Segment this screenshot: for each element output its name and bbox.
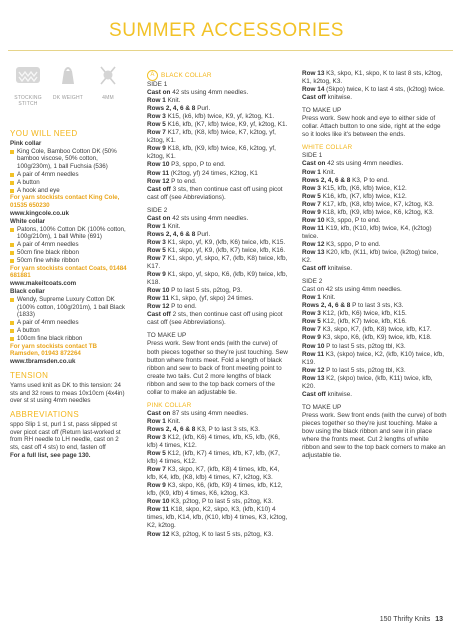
instruction-step: [302, 193, 447, 201]
instruction-step: [147, 215, 289, 223]
instruction-step: [147, 178, 289, 186]
instruction-step: [147, 418, 289, 426]
instruction-step: [147, 186, 289, 202]
list-item: Patons, 100% Cotton DK (100% cotton, 100g/210m), 1 ball White (691): [10, 226, 128, 242]
step-text: K17, kfb, (K8, kfb) twice, K7, k2tog, K3.: [320, 200, 434, 208]
side-heading: SIDE 2: [302, 278, 323, 286]
step-label: Rows 2, 4, 6 & 8: [302, 302, 351, 310]
instruction-step: [302, 318, 447, 326]
instruction-step: [302, 160, 447, 168]
list-item: A pair of 4mm needles: [10, 241, 128, 249]
black-materials-heading: Black collar: [10, 287, 45, 295]
needles-block: [90, 64, 126, 101]
instruction-step: [147, 89, 289, 97]
step-text: P3, sppo, P to end.: [169, 161, 226, 169]
step-label: Cast off: [147, 185, 171, 193]
step-text: Purl.: [195, 105, 211, 113]
instruction-step: [302, 241, 447, 249]
step-text: K3, skpo, K7, (kfb, K8) 4 times, kfb, K4, kfb, K4, kfb, (K8, kfb) 4 times, K7, k2tog, K3.: [147, 466, 280, 482]
instruction-step: [302, 367, 447, 375]
step-label: Row 13: [302, 70, 325, 77]
step-label: Rows 2, 4, 6 & 8: [302, 176, 351, 184]
step-text: P to end.: [169, 177, 197, 185]
list-item: A pair of 4mm needles: [10, 171, 128, 179]
website-link[interactable]: www.makeitcoats.com: [10, 280, 77, 288]
make-up-heading: TO MAKE UP: [147, 332, 187, 340]
step-label: Row 12: [147, 530, 170, 538]
instruction-step: [302, 86, 447, 94]
instruction-step: [147, 271, 289, 287]
instruction-step: [302, 302, 447, 310]
dk-weight-block: [50, 64, 86, 101]
instruction-step: [302, 185, 447, 193]
step-text: K2, (skpo) twice, (kfb, K11) twice, kfb, K20.: [302, 374, 433, 390]
side-heading: SIDE 1: [302, 152, 323, 160]
instruction-step: [147, 434, 289, 450]
step-text: K1, skpo, (yf, skpo) 24 times.: [169, 295, 254, 303]
step-label: Cast on: [147, 214, 171, 222]
step-text: 42 sts using 4mm needles.: [170, 89, 249, 97]
step-text: Purl.: [195, 230, 211, 238]
step-label: Row 7: [147, 254, 166, 262]
step-text: K3, sppo, P to end.: [324, 240, 381, 248]
step-text: K18, kfb, (K9, kfb) twice, K6, k2tog, K3.: [320, 208, 434, 216]
step-text: P to last 5 sts, p2tog tbl, K3.: [324, 342, 406, 350]
step-label: Row 3: [147, 433, 166, 441]
instruction-step: [302, 294, 447, 302]
step-text: K15, kfb, (K6, kfb) twice, K12.: [320, 184, 407, 192]
instruction-step: [147, 466, 289, 482]
black-collar-heading: A BLACK COLLAR: [147, 70, 289, 81]
instructions-column-1: [147, 70, 289, 539]
instruction-step: [302, 217, 447, 225]
step-text: (K2tog, yf) 24 times, K2tog, K1: [169, 169, 258, 177]
instruction-step: [147, 105, 289, 113]
step-label: Row 11: [147, 506, 170, 514]
step-label: Row 10: [147, 287, 170, 295]
full-list-note: For a full list, see page 130.: [10, 452, 91, 460]
step-label: Row 7: [302, 326, 321, 334]
step-text: 42 sts using 4mm needles.: [325, 160, 404, 168]
step-text: K16, kfb, (K7, kfb) twice, K12.: [320, 192, 407, 200]
step-label: Row 9: [302, 208, 321, 216]
header-divider: [8, 50, 453, 51]
page-footer: [380, 616, 443, 623]
instruction-step: [147, 97, 289, 105]
instruction-step: [147, 450, 289, 466]
instruction-step: [302, 225, 447, 241]
instruction-step: [302, 351, 447, 367]
step-label: Row 5: [302, 192, 321, 200]
step-text: K3, skpo, K6, (kfb, K9) twice, kfb, K18.: [320, 334, 432, 342]
instruction-step: [147, 113, 289, 121]
abbreviations-text: sppo Slip 1 st, purl 1 st, pass slipped st over picot cast off (Return last-worked st from RH needle to LH needle, cast on 2 sts, cast off 4 sts) to end, fasten off: [10, 420, 121, 452]
icon-caption: 4MM: [102, 95, 114, 101]
stockist-info: For yarn stockists contact TB Ramsden, 01943 872264: [10, 342, 97, 358]
step-text: K20, kfb, (K11, kfb) twice, (k2tog) twice, K2.: [302, 248, 439, 265]
instruction-step: [147, 161, 289, 169]
step-text: knitwise.: [325, 390, 353, 398]
step-label: Row 10: [302, 216, 325, 224]
pink-collar-heading: PINK COLLAR: [147, 401, 192, 409]
step-text: P to last 3 sts, K3.: [350, 302, 404, 310]
step-label: Cast off: [302, 94, 326, 102]
instruction-step: [147, 145, 289, 161]
step-label: Rows 2, 4, 6 & 8: [147, 425, 196, 433]
white-materials-heading: White collar: [10, 217, 46, 225]
make-up-text: Press work. Sew hook and eye to either side of collar. Attach button to one side, right at the edge so it looks like it's between the ends.: [302, 115, 441, 139]
instruction-step: [147, 223, 289, 231]
step-text: K12, (kfb, K6) twice, kfb, K15.: [320, 310, 407, 318]
step-text: K16, kfb, (K7, kfb) twice, K9, yf, k2tog, K1.: [165, 121, 288, 129]
step-label: Row 1: [147, 97, 166, 105]
instruction-step: [147, 303, 289, 311]
side-heading: SIDE 1: [147, 81, 168, 88]
step-text: P to last 5 sts, p2tog, P3.: [169, 287, 243, 295]
step-text: P to last 5 sts, p2tog tbl, K3.: [324, 366, 406, 374]
step-label: Row 7: [147, 466, 166, 474]
step-text: P to end.: [169, 303, 197, 311]
step-label: Row 3: [302, 310, 321, 318]
step-text: Knit.: [165, 222, 181, 230]
instruction-step: [147, 498, 289, 506]
instruction-step: [147, 287, 289, 295]
make-up-heading: TO MAKE UP: [302, 107, 342, 115]
instruction-step: [302, 265, 447, 273]
tension-heading: TENSION: [10, 370, 49, 380]
make-up-heading: TO MAKE UP: [302, 403, 342, 411]
stocking-stitch-block: [10, 64, 46, 107]
instruction-step: [147, 121, 289, 129]
step-text: K1, skpo, yf, K9, (kfb, K7) twice, kfb, K16.: [165, 246, 286, 254]
instruction-step: [147, 247, 289, 255]
make-up-text: Press work. Sew front ends (with the curve) of both pieces together so they're just touching. Sew button where fronts meet. Fold a length of black ribbon and sew to back of front meeting point to create two tails. Cut 2 more lengths of black ribbon and sew to the top back corners of the collar to make an adjustable tie.: [147, 340, 288, 396]
list-item: 50cm fine black ribbon: [10, 249, 128, 257]
white-collar-heading: WHITE COLLAR: [302, 144, 353, 152]
step-text: K1, skpo, yf, K9, (kfb, K6) twice, kfb, K15.: [165, 238, 286, 246]
step-label: Row 5: [147, 450, 166, 458]
step-label: Rows 2, 4, 6 & 8: [147, 230, 196, 238]
step-label: Cast off: [302, 390, 326, 398]
step-label: Row 7: [302, 200, 321, 208]
step-text: K3, P to last 3 sts, K3.: [195, 425, 260, 433]
step-text: K3, p2tog, K to last 5 sts, p2tog, K3.: [169, 530, 274, 538]
step-text: Knit.: [165, 417, 181, 425]
step-label: Row 9: [147, 271, 166, 279]
steps-list: [302, 160, 447, 273]
step-label: Row 10: [147, 498, 170, 506]
website-link[interactable]: www.kingcole.co.uk: [10, 209, 69, 217]
steps-list: [147, 89, 289, 202]
step-label: Row 12: [302, 240, 325, 248]
step-text: K17, kfb, (K8, kfb) twice, K7, k2tog, yf, k2tog, K1.: [147, 129, 276, 145]
list-item: A hook and eye: [10, 187, 128, 195]
instruction-step: [302, 391, 447, 399]
step-label: Row 10: [302, 342, 325, 350]
instruction-step: [147, 239, 289, 247]
instruction-step: [302, 209, 447, 217]
step-text: Cast on 42 sts using 4mm needles.: [302, 286, 402, 294]
step-label: Row 11: [302, 224, 325, 232]
list-item: A pair of 4mm needles: [10, 319, 128, 327]
step-label: Row 11: [302, 350, 325, 358]
step-text: K3, p2tog, P to last 5 sts, p2tog, K3.: [169, 498, 273, 506]
step-label: Row 1: [147, 222, 166, 230]
step-text: K12, (kfb, K7) twice, kfb, K16.: [320, 318, 407, 326]
instruction-step: [302, 375, 447, 391]
tension-text: Yarns used knit as DK to this tension: 24 sts and 32 rows to meas 10x10cm (4x4in) over st st using 4mm needles: [10, 381, 125, 405]
step-text: 42 sts using 4mm needles.: [170, 214, 249, 222]
step-label: Row 5: [147, 121, 166, 129]
step-text: K15, (k6, kfb) twice, K9, yf, k2tog, K1.: [165, 113, 275, 121]
step-text: 3 sts, then continue cast off using picot cast off (see Abbreviations).: [147, 185, 283, 201]
step-text: K3, skpo, K7, (kfb, K8) twice, kfb, K17.: [320, 326, 432, 334]
page-number: 13: [435, 616, 443, 623]
pink-materials-heading: Pink collar: [10, 139, 42, 147]
step-text: Knit.: [320, 168, 336, 176]
icon-caption: STOCKING STITCH: [14, 95, 42, 107]
step-label: Row 11: [147, 169, 170, 177]
instruction-step: [302, 94, 447, 102]
list-item: A button: [10, 327, 128, 335]
instruction-step: [147, 482, 289, 498]
step-text: K1, skpo, yf, skpo, K7, (kfb, K8) twice, kfb, K17.: [147, 254, 288, 271]
instruction-step: [302, 310, 447, 318]
list-item: 100cm fine black ribbon: [10, 335, 128, 343]
step-label: Row 13: [302, 374, 325, 382]
step-text: 2 sts, then continue cast off using picot cast off (see Abbreviations).: [147, 311, 283, 327]
step-label: Row 13: [302, 248, 325, 256]
instruction-step: [302, 169, 447, 177]
instruction-step: [147, 410, 289, 418]
steps-list: [147, 410, 289, 539]
step-text: K3, skpo, K6, (kfb, K9) 4 times, kfb, K12, kfb, (K9, kfb) 4 times, K6, k2tog, K3.: [147, 482, 283, 498]
list-item: King Cole, Bamboo Cotton DK (50% bamboo viscose, 50% cotton, 100g/230m), 1 ball Fuchsia (536): [10, 148, 128, 171]
step-label: Row 14: [302, 86, 325, 94]
instruction-step: [147, 295, 289, 303]
instruction-step: [147, 426, 289, 434]
list-item: A button: [10, 179, 128, 187]
page-title: SUMMER ACCESSORIES: [109, 20, 344, 41]
step-text: Knit.: [165, 97, 181, 105]
steps-list: [302, 286, 447, 399]
step-label: Row 9: [147, 482, 166, 490]
section-marker-icon: A: [147, 70, 158, 81]
stockist-info: For yarn stockists contact King Cole, 01535 650230: [10, 194, 120, 210]
step-label: Row 12: [147, 303, 170, 311]
make-up-text: Press work. Sew front ends (with the curve) of both pieces together so they're just touching. Make a bow using the black ribbon and sew it in place where the fronts meet. Cut 2 lengths of white ribbon and sew to the top back corners to make an adjustable tie.: [302, 411, 447, 460]
step-label: Cast on: [147, 89, 171, 97]
info-icons: [10, 64, 130, 124]
step-text: K18, skpo, K2, skpo, K3, (kfb, K10) 4 times, kfb, K14, kfb, (K10, kfb) 4 times, K3, k2tog, K2, k2tog.: [147, 506, 288, 530]
icon-caption: DK WEIGHT: [52, 95, 84, 101]
magazine-name: 150 Thrifty Knits: [379, 616, 431, 623]
instruction-step: [147, 255, 289, 271]
list-item: Wendy, Supreme Luxury Cotton DK (100% cotton, 100g/201m), 1 ball Black (1833): [10, 296, 128, 319]
instruction-step: [302, 343, 447, 351]
step-label: Cast on: [147, 409, 171, 417]
step-label: Row 5: [302, 318, 321, 326]
website-link[interactable]: www.tbramsden.co.uk: [10, 358, 76, 366]
step-label: Row 1: [302, 168, 321, 176]
steps-list: [147, 215, 289, 328]
step-text: K3, skpo, K1, skpo, K to last 8 sts, k2tog, K1, k2tog, K3.: [302, 70, 443, 86]
you-will-need-heading: YOU WILL NEED: [10, 129, 78, 138]
instruction-step: [302, 286, 447, 294]
step-label: Row 5: [147, 246, 166, 254]
step-text: Knit.: [320, 294, 336, 302]
instruction-step: [147, 231, 289, 239]
step-label: Cast off: [302, 265, 326, 273]
instruction-step: [302, 326, 447, 334]
side-heading: SIDE 2: [147, 206, 168, 214]
step-text: K1, skpo, yf, skpo, K6, (kfb, K9) twice, kfb, K18.: [147, 271, 288, 287]
step-label: Row 11: [147, 295, 170, 303]
step-text: 87 sts using 4mm needles.: [170, 409, 249, 417]
step-label: Row 9: [147, 145, 166, 153]
step-label: Row 12: [302, 366, 325, 374]
step-text: K3, (skpo) twice, K2, (kfb, K10) twice, kfb, K19.: [302, 350, 445, 366]
instruction-step: [302, 249, 447, 265]
step-label: Rows 2, 4, 6 & 8: [147, 105, 196, 113]
step-label: Row 10: [147, 161, 170, 169]
needles-icon: [95, 64, 121, 86]
instruction-step: [147, 506, 289, 530]
list-item: 50cm fine white ribbon: [10, 257, 128, 265]
step-label: Row 1: [147, 417, 166, 425]
instruction-step: [302, 334, 447, 342]
step-text: K12, (kfb, K6) 4 times, kfb, K5, kfb, (K6, kfb) 4 times, K12.: [147, 433, 280, 450]
dk-weight-icon: [55, 64, 81, 86]
step-label: Row 3: [147, 238, 166, 246]
step-text: knitwise.: [325, 265, 353, 273]
step-label: Cast on: [302, 160, 326, 168]
step-text: K3, sppo, P to end.: [324, 216, 381, 224]
step-text: K3, P to end.: [350, 176, 389, 184]
instruction-step: [147, 170, 289, 178]
instruction-step: [147, 129, 289, 145]
step-label: Row 3: [302, 184, 321, 192]
step-text: K18, kfb, (K9, kfb) twice, K6, k2tog, yf, k2tog, K1.: [147, 145, 276, 161]
stocking-stitch-icon: [15, 64, 41, 86]
instruction-step: [147, 531, 289, 539]
step-label: Row 9: [302, 334, 321, 342]
step-label: Row 12: [147, 177, 170, 185]
steps-list: [302, 70, 447, 102]
step-text: K19, kfb, (K10, kfb) twice, K4, (k2tog) twice.: [302, 224, 432, 240]
instruction-step: [302, 201, 447, 209]
stockist-info: For yarn stockists contact Coats, 01484 681881: [10, 264, 127, 280]
instruction-step: [302, 70, 447, 86]
instructions-column-2: [302, 70, 447, 460]
materials-column: [10, 130, 128, 460]
step-label: Row 1: [302, 294, 321, 302]
instruction-step: [147, 311, 289, 327]
instruction-step: [302, 177, 447, 185]
abbreviations-heading: ABBREVIATIONS: [10, 410, 80, 420]
step-label: Row 3: [147, 113, 166, 121]
step-label: Row 7: [147, 129, 166, 137]
step-text: knitwise.: [325, 94, 353, 102]
step-label: Cast off: [147, 311, 171, 319]
step-text: (Skpo) twice, K to last 4 sts, (k2tog) twice.: [324, 86, 445, 94]
step-text: K12, (kfb, K7) 4 times, kfb, K7, kfb, (K7, kfb) 4 times, K12.: [147, 450, 280, 466]
